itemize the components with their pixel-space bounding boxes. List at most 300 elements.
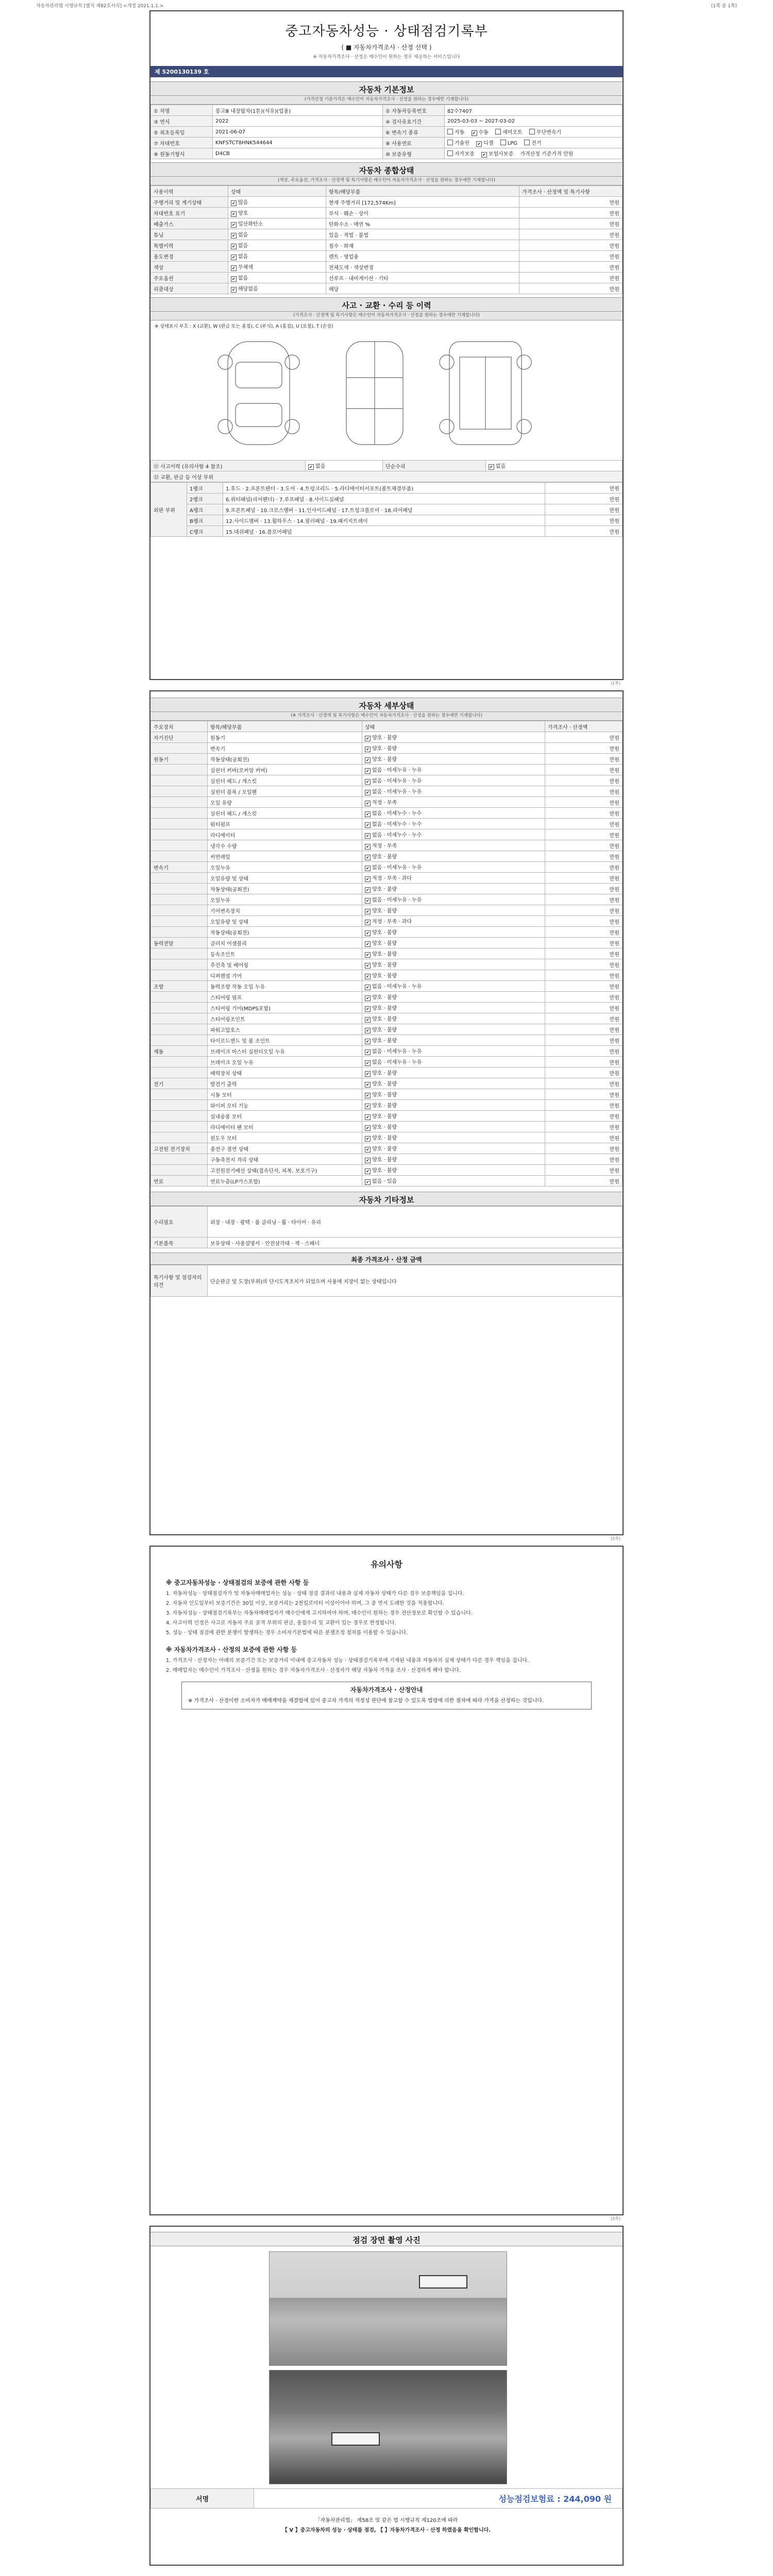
row-state [228, 208, 326, 218]
device-state-label: 없음 · 미세누유 · 누유 [372, 768, 422, 773]
device-item: 발전기 출력 [208, 1078, 362, 1089]
rank-price: 만원 [545, 526, 623, 537]
row-label: 용도변경 [151, 251, 228, 262]
device-state-label: 양호 · 불량 [372, 1006, 397, 1011]
detail-status-table [150, 721, 623, 1187]
rank-price: 만원 [545, 483, 623, 494]
table-row [151, 105, 623, 116]
rank-label: C랭크 [187, 526, 223, 537]
final-price-heading: 최종 가격조사 · 산정 금액 [150, 1252, 623, 1265]
table-header-row [151, 186, 623, 197]
column-header: 항목/해당부품 [326, 186, 519, 197]
device-price: 만원 [545, 775, 623, 786]
device-group [151, 1111, 208, 1122]
device-state [362, 1035, 545, 1046]
table-row [151, 1111, 623, 1122]
device-group [151, 840, 208, 851]
document-title: 중고자동차성능 · 상태점검기록부 [285, 24, 488, 39]
option-label: 없음 [315, 464, 326, 469]
checkbox-checked: ✔ [308, 464, 314, 470]
checkbox-checked: ✔ [365, 985, 371, 990]
checkbox-checked: ✔ [365, 974, 371, 979]
table-row [151, 808, 623, 819]
device-state [362, 1165, 545, 1176]
device-state [362, 894, 545, 905]
device-group [151, 1057, 208, 1067]
row-state [228, 251, 326, 262]
row-label: 색상 [151, 262, 228, 273]
device-item: 배력장치 상태 [208, 1067, 362, 1078]
checkbox-checked: ✔ [365, 768, 371, 774]
checkbox-checked: ✔ [231, 233, 237, 239]
device-item: 실내송풍 모터 [208, 1111, 362, 1122]
page-number: (3쪽) [610, 2216, 620, 2221]
detail-status-rows [151, 732, 623, 1187]
row-state-label: 일산화탄소 [238, 222, 263, 227]
option-label: 자가보증 [455, 151, 475, 157]
device-group [151, 775, 208, 786]
device-state [362, 1154, 545, 1165]
row-item: 선루프 · 내비게이션 · 기타 [326, 273, 519, 283]
document-note: ※ 자동차가격조사 · 산정은 매수인이 원하는 경우 제공하는 서비스입니다 [313, 55, 460, 60]
device-item: 오일유량 및 상태 [208, 916, 362, 927]
table-row [151, 283, 623, 294]
table-row [151, 797, 623, 808]
checkbox-checked: ✔ [365, 1158, 371, 1163]
device-item: 오일누유 [208, 894, 362, 905]
device-item: 추진축 및 베어링 [208, 959, 362, 970]
table-row [151, 1132, 623, 1143]
device-group [151, 1122, 208, 1132]
table-header-row [151, 721, 623, 732]
checkbox-checked: ✔ [365, 866, 371, 871]
device-group: 동력전달 [151, 938, 208, 948]
device-price: 만원 [545, 1132, 623, 1143]
table-row [151, 116, 623, 127]
device-state [362, 862, 545, 873]
device-group: 원동기 [151, 754, 208, 765]
value-vin: KNFSTCT8HNK544644 [213, 138, 383, 148]
row-item: 침수 · 화재 [326, 240, 519, 251]
device-price: 만원 [545, 786, 623, 797]
device-state-label: 양호 · 불량 [372, 854, 397, 860]
checkbox-checked: ✔ [365, 1049, 371, 1055]
device-state [362, 884, 545, 894]
value-engine-type: D4CB [213, 148, 383, 159]
device-item: 브레이크 오일 누유 [208, 1057, 362, 1067]
table-row [151, 1122, 623, 1132]
device-state [362, 765, 545, 775]
table-row [151, 1013, 623, 1024]
device-state-label: 없음 · 미세누유 · 누유 [372, 984, 422, 990]
row-state [228, 240, 326, 251]
device-state [362, 1003, 545, 1013]
row-state-label: 양호 [238, 211, 248, 216]
rank-heading: ⑫ 교환, 판금 등 이상 부위 [151, 471, 623, 482]
table-row [151, 197, 623, 208]
checkbox-checked: ✔ [231, 244, 237, 249]
table-row [151, 127, 623, 138]
device-item: 스티어링조인트 [208, 1013, 362, 1024]
device-price: 만원 [545, 916, 623, 927]
value-accident-history [306, 461, 383, 471]
checkbox-checked: ✔ [231, 200, 237, 206]
table-row [151, 138, 623, 148]
row-price: 만원 [519, 208, 623, 218]
device-state-label: 적정 · 부족 · 과다 [372, 919, 412, 925]
checkbox-checked: ✔ [365, 757, 371, 763]
device-group [151, 1154, 208, 1165]
form-header-line [36, 2, 737, 8]
checkbox-checked: ✔ [365, 1104, 371, 1109]
device-group [151, 948, 208, 959]
device-item: 기어변속장치 [208, 905, 362, 916]
page-1 [149, 10, 624, 686]
row-label: 배출가스 [151, 218, 228, 229]
row-state [228, 283, 326, 294]
table-row [151, 208, 623, 218]
device-state-label: 없음 · 미세누유 · 누유 [372, 897, 422, 903]
device-state-label: 적정 · 부족 [372, 843, 397, 849]
checkbox-checked: ✔ [365, 1147, 371, 1153]
notice-paragraph: 2. 매매업자는 매수인이 가격조사 · 산정을 원하는 경우 자동차가격조사 · 산정자가 해당 자동차 가격을 조사 · 산정하게 해야 합니다. [166, 1668, 461, 1673]
value-plate: 82수7407 [445, 105, 623, 116]
table-row [151, 1100, 623, 1111]
rank-label: 2랭크 [187, 494, 223, 504]
table-row [151, 461, 623, 471]
checkbox-checked: ✔ [365, 801, 371, 806]
rear-photo [269, 2370, 507, 2484]
price-guide-text: ※ 가격조사 · 산정이란 소비자가 매매계약을 체결함에 있어 중고차 가격의 적정성 판단에 참고할 수 있도록 법령에 의한 절차에 따라 가격을 산정하는 것입니다. [188, 1698, 544, 1704]
device-state [362, 851, 545, 862]
device-state [362, 1067, 545, 1078]
rank-parts: 15.대쉬패널 · 16.플로어패널 [223, 526, 545, 537]
row-state-label: 없음 [238, 232, 248, 238]
row-state [228, 218, 326, 229]
device-price: 만원 [545, 1165, 623, 1176]
table-row [151, 819, 623, 829]
column-header: 가격조사 · 산정액 및 특기사항 [519, 186, 623, 197]
device-group: 연료 [151, 1176, 208, 1187]
row-label: 튜닝 [151, 229, 228, 240]
device-item: 브레이크 마스터 실린더오일 누유 [208, 1046, 362, 1057]
rank-label: B랭크 [187, 515, 223, 526]
device-state-label: 양호 · 불량 [372, 1168, 397, 1174]
device-group [151, 1067, 208, 1078]
row-label: 주요옵션 [151, 273, 228, 283]
device-item: 실린더 커버(로커암 커버) [208, 765, 362, 775]
device-state [362, 1078, 545, 1089]
value-inspector-opinion: 단순판금 및 도장(부위)의 단시도적조치가 되었으며 사용에 지장이 없는 상태입니다 [208, 1265, 623, 1297]
label-simple-repair: 단순수리 [383, 461, 486, 471]
device-group [151, 808, 208, 819]
label-model: ① 차명 [151, 105, 213, 116]
device-price: 만원 [545, 1100, 623, 1111]
device-state [362, 840, 545, 851]
checkbox-checked: ✔ [365, 930, 371, 936]
option-label: 세미오토 [502, 130, 523, 135]
row-item: 현재 주행거리 [172,574Km] [326, 197, 519, 208]
device-price: 만원 [545, 970, 623, 981]
device-price: 만원 [545, 1057, 623, 1067]
table-row [151, 851, 623, 862]
row-price: 만원 [519, 218, 623, 229]
device-state-label: 양호 · 불량 [372, 941, 397, 946]
device-item: 오일 유량 [208, 797, 362, 808]
device-state [362, 743, 545, 754]
row-state [228, 262, 326, 273]
device-state-label: 없음 · 미세누유 · 누유 [372, 865, 422, 871]
table-row [151, 927, 623, 938]
device-group: 자기진단 [151, 732, 208, 743]
device-state [362, 959, 545, 970]
device-group: 전기 [151, 1078, 208, 1089]
device-item: 작동상태(공회전) [208, 884, 362, 894]
warranty-options [445, 148, 623, 159]
notice-title: 유의사항 [371, 1560, 402, 1569]
checkbox-checked: ✔ [365, 736, 371, 741]
checkbox-checked: ✔ [365, 876, 371, 882]
device-state-label: 양호 · 불량 [372, 1081, 397, 1087]
rank-price: 만원 [545, 494, 623, 504]
device-price: 만원 [545, 1111, 623, 1122]
checkbox-checked: ✔ [231, 276, 237, 282]
outer-parts-label: 외판 부위 [151, 483, 187, 537]
device-group [151, 1100, 208, 1111]
rank-table [150, 482, 623, 537]
device-item: 클러치 어셈블리 [208, 938, 362, 948]
checkbox-checked: ✔ [365, 909, 371, 914]
device-state-label: 양호 · 불량 [372, 1114, 397, 1120]
detail-status-heading: 자동차 세부상태 [150, 698, 623, 712]
device-state-label: 양호 · 불량 [372, 995, 397, 1001]
checkbox-checked: ✔ [365, 920, 371, 925]
license-plate-graphic [331, 2432, 380, 2446]
label-plate: ② 자동차등록번호 [383, 105, 445, 116]
column-header: 상태 [228, 186, 326, 197]
row-item: 전체도색 · 색상변경 [326, 262, 519, 273]
accident-history-note: (가격조사 · 산정액 및 특기사항은 매수인이 자동차가격조사 · 산정을 원하는 경우에만 기재합니다) [150, 312, 623, 320]
device-item: 충전구 절연 상태 [208, 1143, 362, 1154]
table-row [151, 504, 623, 515]
option-label: LPG [507, 141, 518, 146]
overall-status-rows [151, 197, 623, 294]
certificate-number: 제 5200130139 호 [150, 66, 623, 77]
table-row [151, 229, 623, 240]
device-price: 만원 [545, 948, 623, 959]
label-first-registration: ⑤ 최초등록일 [151, 127, 213, 138]
checkbox [447, 140, 453, 145]
checkbox-checked: ✔ [231, 211, 237, 217]
device-item: 실린더 헤드 / 개스킷 [208, 775, 362, 786]
checkbox [447, 129, 453, 134]
device-price: 만원 [545, 1024, 623, 1035]
table-row [151, 1057, 623, 1067]
table-row [151, 754, 623, 765]
device-price: 만원 [545, 732, 623, 743]
row-price: 만원 [519, 283, 623, 294]
device-item: 디퍼렌셜 기어 [208, 970, 362, 981]
value-repair-needed: 외장 · 내장 · 광택 · 룸 클리닝 · 휠 · 타이어 · 유리 [208, 1207, 623, 1238]
device-state-label: 양호 · 불량 [372, 908, 397, 914]
device-state [362, 1089, 545, 1100]
device-item: 원동기 [208, 732, 362, 743]
checkbox-checked: ✔ [365, 1093, 371, 1098]
device-item: 변속기 [208, 743, 362, 754]
device-group [151, 786, 208, 797]
device-price: 만원 [545, 927, 623, 938]
rank-label: 1랭크 [187, 483, 223, 494]
device-price: 만원 [545, 938, 623, 948]
value-first-registration: 2021-06-07 [213, 127, 383, 138]
value-basic-items: 보유상태 · 사용설명서 · 안전삼각대 · 잭 · 스패너 [208, 1238, 623, 1248]
table-row [151, 1165, 623, 1176]
device-state-label: 양호 · 불량 [372, 746, 397, 752]
device-group [151, 1035, 208, 1046]
device-item: 냉각수 수량 [208, 840, 362, 851]
checkbox-checked: ✔ [365, 1082, 371, 1088]
table-row [151, 905, 623, 916]
row-price: 만원 [519, 273, 623, 283]
device-price: 만원 [545, 1078, 623, 1089]
price-guide-box [181, 1682, 592, 1709]
row-label: 주행거리 및 계기상태 [151, 197, 228, 208]
label-vin: ⑦ 차대번호 [151, 138, 213, 148]
row-item: 해당 [326, 283, 519, 294]
option-label: 디젤 [483, 141, 494, 146]
footer-statement-2: 【 V 】중고자동차의 성능 · 상태를 점검, 【 】자동차가격조사 · 산정 하였음을 확인합니다. [282, 2528, 491, 2533]
price-guide-title: 자동차가격조사 · 산정안내 [350, 1686, 423, 1693]
device-state-label: 양호 · 불량 [372, 930, 397, 936]
device-group [151, 1024, 208, 1035]
checkbox-checked: ✔ [489, 464, 494, 470]
table-row [151, 471, 623, 482]
device-group [151, 797, 208, 808]
checkbox-checked: ✔ [365, 1071, 371, 1077]
value-base-price: 만원 [563, 151, 574, 157]
table-row [151, 1176, 623, 1187]
notice-paragraph: 2. 자동차 인도일부터 보증기간은 30일 이상, 보증거리는 2천킬로미터 이상이어야 하며, 그 중 먼저 도래한 것을 적용합니다. [166, 1601, 444, 1606]
device-state-label: 양호 · 불량 [372, 1071, 397, 1076]
notice-paragraph: 3. 자동차성능 · 상태점검기록부는 자동차매매업자가 매수인에게 고지하여야 하며, 매수인이 원하는 경우 전산정보로 확인할 수 있습니다. [166, 1611, 473, 1616]
license-plate-graphic [419, 2275, 467, 2289]
checkbox-checked: ✔ [365, 1179, 371, 1185]
table-row [151, 1078, 623, 1089]
table-row [151, 2489, 623, 2509]
table-row [151, 1207, 623, 1238]
device-state-label: 없음 · 있음 [372, 1179, 397, 1184]
row-price: 만원 [519, 229, 623, 240]
footer-statement-1: 「자동차관리법」 제58조 및 같은 법 시행규칙 제120조에 따라 [315, 2518, 458, 2523]
row-state [228, 273, 326, 283]
device-item: 라디에이터 [208, 829, 362, 840]
option-label: 가솔린 [455, 141, 469, 146]
label-fuel: ⑧ 사용연료 [383, 138, 445, 148]
checkbox [529, 129, 535, 134]
checkbox-checked: ✔ [365, 790, 371, 795]
device-item: 연료누출(LP가스포함) [208, 1176, 362, 1187]
table-row [151, 829, 623, 840]
device-price: 만원 [545, 851, 623, 862]
table-row [151, 916, 623, 927]
table-row [151, 273, 623, 283]
notice-paragraph: 1. 가격조사 · 산정자는 아래의 보증기간 또는 보증거리 이내에 중고자동차 성능 · 상태점검기록부에 기재된 내용과 자동차의 실제 상태가 다른 경우 책임을 집니다. [166, 1658, 529, 1664]
notice-paragraph: 4. 사고이력 인정은 사고로 자동차 주요 골격 부위의 판금, 용접수리 및 교환이 있는 경우로 한정합니다. [166, 1620, 396, 1626]
device-price: 만원 [545, 1143, 623, 1154]
inspection-photos [150, 2246, 623, 2488]
checkbox [495, 129, 501, 134]
table-row [151, 948, 623, 959]
other-info-heading: 자동차 기타정보 [150, 1192, 623, 1206]
device-group [151, 992, 208, 1003]
device-state-label: 없음 · 미세누수 · 누수 [372, 811, 422, 817]
device-price: 만원 [545, 819, 623, 829]
table-row [151, 981, 623, 992]
label-inspection-period: ④ 검사유효기간 [383, 116, 445, 127]
rank-parts: 9.프론트패널 · 10.크로스멤버 · 11.인사이드패널 · 17.트렁크플로어 · 18.리어패널 [223, 504, 545, 515]
device-item: 실린더 블록 / 오일팬 [208, 786, 362, 797]
overall-status-heading: 자동차 종합상태 [150, 162, 623, 177]
device-item: 작동상태(공회전) [208, 754, 362, 765]
detail-status-note: (※ 가격조사 · 산정액 및 특기사항은 매수인이 자동차가격조사 · 산정을 원하는 경우에만 기재합니다) [150, 712, 623, 721]
device-state [362, 786, 545, 797]
table-row [151, 732, 623, 743]
rank-parts: 12.사이드멤버 · 13.휠하우스 · 14.필러패널 · 19.패키지트레이 [223, 515, 545, 526]
device-state [362, 1100, 545, 1111]
device-price: 만원 [545, 840, 623, 851]
table-row [151, 765, 623, 775]
device-item: 실린더 헤드 / 개스킷 [208, 808, 362, 819]
option-label: 수동 [478, 130, 489, 135]
status-symbol-legend: ※ 상태표시 부호 : X (교환), W (판금 또는 용접), C (부식), A (흠집), U (요철), T (손상) [155, 324, 333, 329]
device-state [362, 1143, 545, 1154]
row-state-label: 없음 [238, 243, 248, 249]
device-state-label: 양호 · 불량 [372, 1027, 397, 1033]
table-row [151, 862, 623, 873]
table-row [151, 1089, 623, 1100]
checkbox-checked: ✔ [365, 1114, 371, 1120]
row-price: 만원 [519, 251, 623, 262]
rank-parts: 1.후드 · 2.프론트펜더 · 3.도어 · 4.트렁크리드 · 5.라디에이터서포트(볼트체결부품) [223, 483, 545, 494]
device-price: 만원 [545, 1089, 623, 1100]
table-row [151, 483, 623, 494]
checkbox [524, 140, 530, 145]
value-simple-repair [486, 461, 623, 471]
notice-paragraph: 5. 성능 · 상태 점검에 관한 분쟁이 발생하는 경우 소비자기본법에 따른 분쟁조정 절차를 이용할 수 있습니다. [166, 1630, 408, 1636]
device-state [362, 819, 545, 829]
device-item: 라디에이터 팬 모터 [208, 1122, 362, 1132]
table-row [151, 894, 623, 905]
table-row [151, 494, 623, 504]
device-price: 만원 [545, 1176, 623, 1187]
device-state [362, 1013, 545, 1024]
row-price: 만원 [519, 262, 623, 273]
device-state [362, 1046, 545, 1057]
device-state-label: 양호 · 불량 [372, 887, 397, 892]
value-inspection-period: 2025-03-03 ~ 2027-03-02 [445, 116, 623, 127]
device-group [151, 916, 208, 927]
device-state-label: 양호 · 불량 [372, 973, 397, 979]
device-item: 커먼레일 [208, 851, 362, 862]
table-row [151, 218, 623, 229]
device-state-label: 양호 · 불량 [372, 1125, 397, 1130]
checkbox-checked: ✔ [365, 1136, 371, 1142]
checkbox [500, 140, 506, 145]
checkbox-checked: ✔ [365, 747, 371, 752]
device-state [362, 732, 545, 743]
device-state-label: 양호 · 불량 [372, 735, 397, 741]
row-state-label: 무채색 [238, 265, 253, 270]
